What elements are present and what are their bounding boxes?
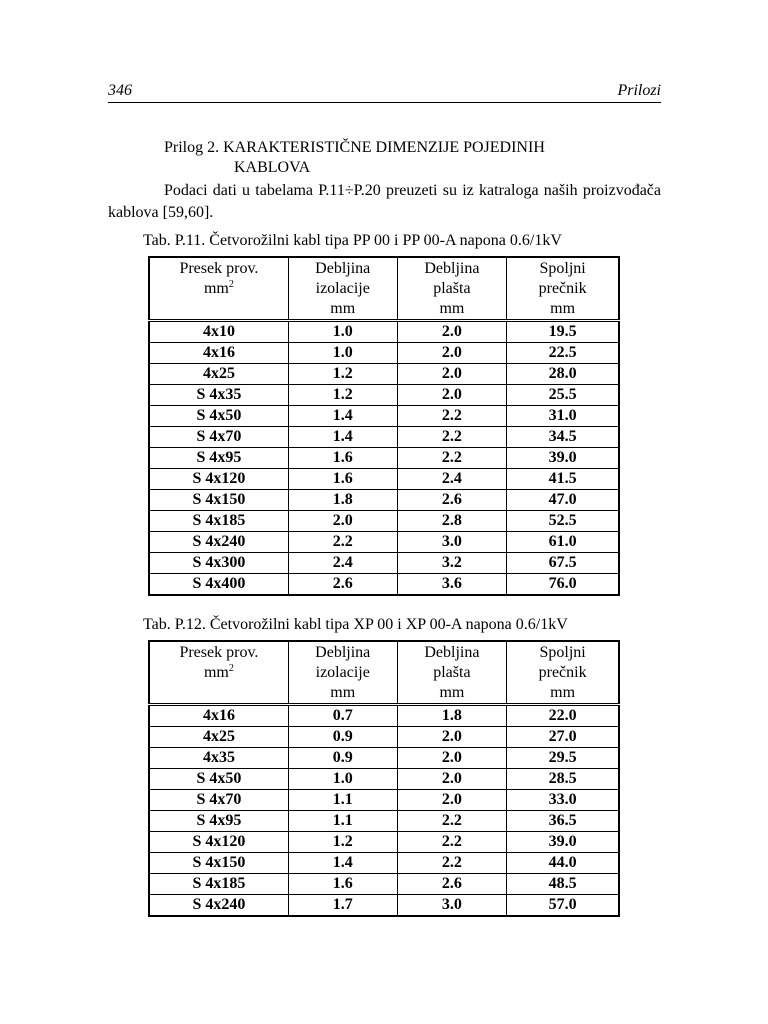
cross-section-cell: 4x35 <box>149 748 288 769</box>
outer-diameter-cell: 33.0 <box>507 790 619 811</box>
sheath-thickness-cell: 3.6 <box>397 574 507 596</box>
cross-section-cell: S 4x240 <box>149 895 288 917</box>
insulation-thickness-cell: 1.6 <box>288 448 397 469</box>
outer-diameter-cell: 25.5 <box>507 385 619 406</box>
col-header-insulation: Debljina izolacije mm <box>288 641 397 705</box>
cross-section-cell: 4x16 <box>149 705 288 727</box>
insulation-thickness-cell: 2.4 <box>288 553 397 574</box>
table-caption-p11: Tab. P.11. Četvorožilni kabl tipa PP 00 i PP 00-A napona 0.6/1kV <box>143 232 562 249</box>
outer-diameter-cell: 67.5 <box>507 553 619 574</box>
table-row <box>149 490 619 511</box>
insulation-thickness-cell: 1.0 <box>288 343 397 364</box>
cross-section-cell: S 4x300 <box>149 553 288 574</box>
sheath-thickness-cell: 2.0 <box>397 769 507 790</box>
insulation-thickness-cell: 1.2 <box>288 364 397 385</box>
cross-section-cell: S 4x240 <box>149 532 288 553</box>
cross-section-cell: S 4x35 <box>149 385 288 406</box>
cross-section-cell: S 4x50 <box>149 406 288 427</box>
sheath-thickness-cell: 3.0 <box>397 895 507 917</box>
outer-diameter-cell: 34.5 <box>507 427 619 448</box>
insulation-thickness-cell: 1.2 <box>288 385 397 406</box>
outer-diameter-cell: 36.5 <box>507 811 619 832</box>
col-header-outer-diameter: Spoljni prečnik mm <box>507 257 619 321</box>
outer-diameter-cell: 31.0 <box>507 406 619 427</box>
sheath-thickness-cell: 2.0 <box>397 385 507 406</box>
cross-section-cell: 4x10 <box>149 321 288 343</box>
sheath-thickness-cell: 2.2 <box>397 427 507 448</box>
cross-section-cell: S 4x185 <box>149 511 288 532</box>
outer-diameter-cell: 44.0 <box>507 853 619 874</box>
table-row <box>149 832 619 853</box>
sheath-thickness-cell: 2.0 <box>397 748 507 769</box>
insulation-thickness-cell: 1.4 <box>288 406 397 427</box>
outer-diameter-cell: 41.5 <box>507 469 619 490</box>
table-row <box>149 321 619 343</box>
cross-section-cell: S 4x400 <box>149 574 288 596</box>
page-header <box>108 78 661 103</box>
sheath-thickness-cell: 2.0 <box>397 727 507 748</box>
insulation-thickness-cell: 1.0 <box>288 769 397 790</box>
table-row <box>149 427 619 448</box>
cross-section-cell: 4x16 <box>149 343 288 364</box>
outer-diameter-cell: 29.5 <box>507 748 619 769</box>
outer-diameter-cell: 28.0 <box>507 364 619 385</box>
sheath-thickness-cell: 2.0 <box>397 321 507 343</box>
table-row <box>149 553 619 574</box>
appendix-heading <box>164 138 545 178</box>
insulation-thickness-cell: 0.7 <box>288 705 397 727</box>
outer-diameter-cell: 22.5 <box>507 343 619 364</box>
table-row <box>149 364 619 385</box>
insulation-thickness-cell: 0.9 <box>288 727 397 748</box>
heading-line-1: Prilog 2. KARAKTERISTIČNE DIMENZIJE POJEDINIH <box>164 139 545 156</box>
insulation-thickness-cell: 1.4 <box>288 427 397 448</box>
insulation-thickness-cell: 2.0 <box>288 511 397 532</box>
sheath-thickness-cell: 2.0 <box>397 364 507 385</box>
insulation-thickness-cell: 1.4 <box>288 853 397 874</box>
sheath-thickness-cell: 3.0 <box>397 532 507 553</box>
insulation-thickness-cell: 1.1 <box>288 790 397 811</box>
cross-section-cell: 4x25 <box>149 364 288 385</box>
cross-section-cell: S 4x50 <box>149 769 288 790</box>
insulation-thickness-cell: 1.1 <box>288 811 397 832</box>
table-row <box>149 705 619 727</box>
outer-diameter-cell: 28.5 <box>507 769 619 790</box>
heading-line-2: KABLOVA <box>234 159 311 176</box>
insulation-thickness-cell: 1.2 <box>288 832 397 853</box>
insulation-thickness-cell: 2.6 <box>288 574 397 596</box>
col-header-cross-section: Presek prov. $mm^2$ <box>149 257 288 321</box>
sheath-thickness-cell: 2.4 <box>397 469 507 490</box>
table-row <box>149 511 619 532</box>
sheath-thickness-cell: 3.2 <box>397 553 507 574</box>
cross-section-cell: S 4x150 <box>149 490 288 511</box>
page-number: 346 <box>108 82 132 99</box>
col-header-sheath: Debljina plašta mm <box>397 257 507 321</box>
outer-diameter-cell: 19.5 <box>507 321 619 343</box>
table-p11 <box>148 256 620 596</box>
outer-diameter-cell: 22.0 <box>507 705 619 727</box>
sheath-thickness-cell: 2.2 <box>397 811 507 832</box>
cross-section-cell: S 4x120 <box>149 469 288 490</box>
table-row <box>149 406 619 427</box>
table-row <box>149 469 619 490</box>
table-row <box>149 769 619 790</box>
table-row <box>149 748 619 769</box>
outer-diameter-cell: 76.0 <box>507 574 619 596</box>
sheath-thickness-cell: 2.6 <box>397 874 507 895</box>
sheath-thickness-cell: 2.2 <box>397 832 507 853</box>
table-row <box>149 727 619 748</box>
table-row <box>149 853 619 874</box>
sheath-thickness-cell: 2.6 <box>397 490 507 511</box>
col-header-outer-diameter: Spoljni prečnik mm <box>507 641 619 705</box>
insulation-thickness-cell: 1.8 <box>288 490 397 511</box>
outer-diameter-cell: 48.5 <box>507 874 619 895</box>
table-row <box>149 343 619 364</box>
cross-section-cell: 4x25 <box>149 727 288 748</box>
insulation-thickness-cell: 2.2 <box>288 532 397 553</box>
outer-diameter-cell: 52.5 <box>507 511 619 532</box>
sheath-thickness-cell: 2.0 <box>397 790 507 811</box>
col-header-cross-section: Presek prov. $mm^2$ <box>149 641 288 705</box>
outer-diameter-cell: 39.0 <box>507 448 619 469</box>
outer-diameter-cell: 61.0 <box>507 532 619 553</box>
cross-section-cell: S 4x70 <box>149 427 288 448</box>
table-row <box>149 895 619 917</box>
sheath-thickness-cell: 2.2 <box>397 406 507 427</box>
outer-diameter-cell: 47.0 <box>507 490 619 511</box>
header-row <box>149 257 619 321</box>
sheath-thickness-cell: 1.8 <box>397 705 507 727</box>
outer-diameter-cell: 27.0 <box>507 727 619 748</box>
outer-diameter-cell: 57.0 <box>507 895 619 917</box>
insulation-thickness-cell: 1.0 <box>288 321 397 343</box>
sheath-thickness-cell: 2.2 <box>397 853 507 874</box>
outer-diameter-cell: 39.0 <box>507 832 619 853</box>
header-row <box>149 641 619 705</box>
col-header-insulation: Debljina izolacije mm <box>288 257 397 321</box>
table-row <box>149 532 619 553</box>
intro-paragraph: Podaci dati u tabelama P.11÷P.20 preuzeti su iz katraloga naših proizvođača kablova [59,60]. <box>108 182 661 221</box>
table-row <box>149 874 619 895</box>
col-header-sheath: Debljina plašta mm <box>397 641 507 705</box>
insulation-thickness-cell: 0.9 <box>288 748 397 769</box>
table-row <box>149 385 619 406</box>
table-p12 <box>148 640 620 917</box>
cross-section-cell: S 4x70 <box>149 790 288 811</box>
cross-section-cell: S 4x95 <box>149 448 288 469</box>
insulation-thickness-cell: 1.6 <box>288 874 397 895</box>
table-row <box>149 448 619 469</box>
sheath-thickness-cell: 2.8 <box>397 511 507 532</box>
section-title: Prilozi <box>617 82 661 99</box>
cross-section-cell: S 4x95 <box>149 811 288 832</box>
cross-section-cell: S 4x150 <box>149 853 288 874</box>
cross-section-cell: S 4x120 <box>149 832 288 853</box>
insulation-thickness-cell: 1.6 <box>288 469 397 490</box>
sheath-thickness-cell: 2.0 <box>397 343 507 364</box>
table-row <box>149 811 619 832</box>
insulation-thickness-cell: 1.7 <box>288 895 397 917</box>
cross-section-cell: S 4x185 <box>149 874 288 895</box>
sheath-thickness-cell: 2.2 <box>397 448 507 469</box>
table-row <box>149 574 619 596</box>
table-row <box>149 790 619 811</box>
table-caption-p12: Tab. P.12. Četvorožilni kabl tipa XP 00 i XP 00-A napona 0.6/1kV <box>143 616 568 633</box>
